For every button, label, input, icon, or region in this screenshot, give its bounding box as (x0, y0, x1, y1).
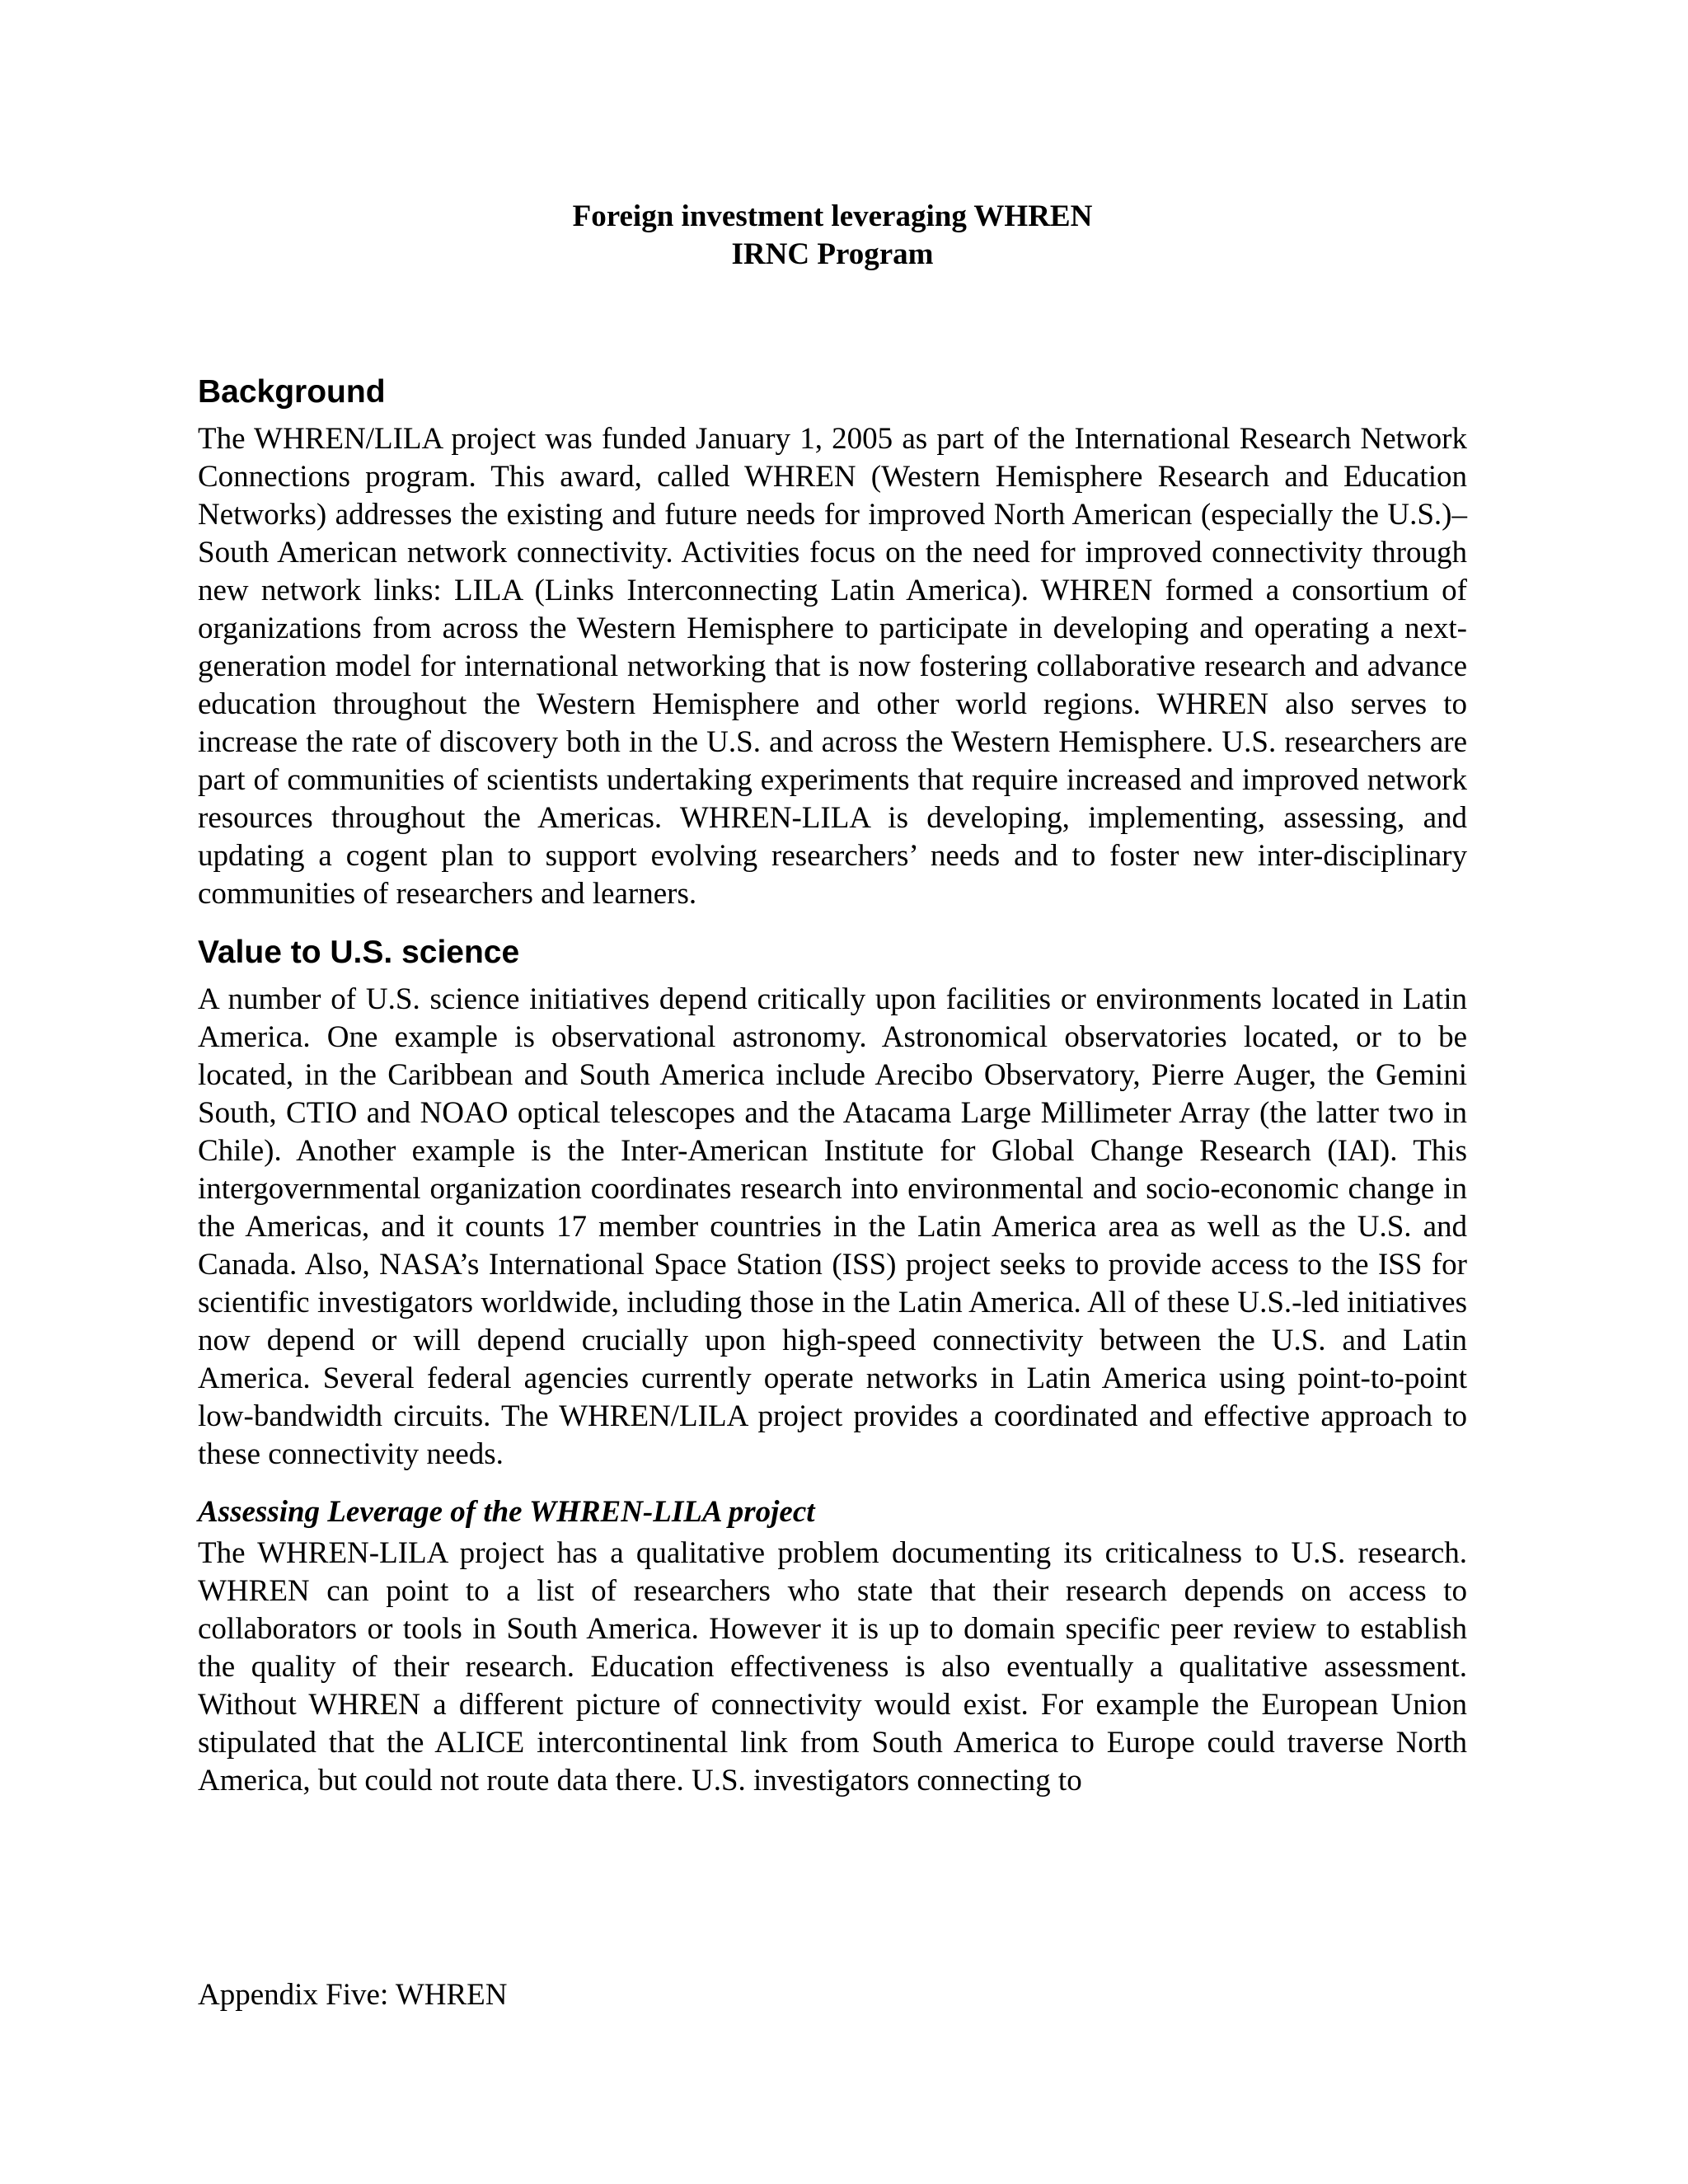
assessing-heading: Assessing Leverage of the WHREN-LILA project (198, 1495, 815, 1529)
document-title (198, 198, 1467, 274)
value-paragraph: A number of U.S. science initiatives depend critically upon facilities or environments located in Latin America. One example is observational astronomy. Astronomical observatories located, or to be located, in the Caribbean and South America include Arecibo Observatory, Pierre Auger, the Gemini South, CTIO and NOAO optical telescopes and the Atacama Large Millimeter Array (the latter two in Chile). Another example is the Inter-American Institute for Global Change Research (IAI). This intergovernmental organization coordinates research into environmental and socio-economic change in the Americas, and it counts 17 member countries in the Latin America area as well as the U.S. and Canada. Also, NASA’s International Space Station (ISS) project seeks to provide access to the ISS for scientific investigators worldwide, including those in the Latin America. All of these U.S.-led initiatives now depend or will depend crucially upon high-speed connectivity between the U.S. and Latin America. Several federal agencies currently operate networks in Latin America using point-to-point low-bandwidth circuits. The WHREN/LILA project provides a coordinated and effective approach to these connectivity needs. (198, 982, 1467, 1471)
assessing-paragraph: The WHREN-LILA project has a qualitative problem documenting its criticalness to U.S. research. WHREN can point to a list of researchers who state that their research depends on access to collaborators or tools in South America. However it is up to domain specific peer review to establish the quality of their research. Education effectiveness is also eventually a qualitative assessment. Without WHREN a different picture of connectivity would exist. For example the European Union stipulated that the ALICE intercontinental link from South America to Europe could traverse North America, but could not route data there. U.S. investigators connecting to (198, 1536, 1467, 1797)
page-footer: Appendix Five: WHREN (198, 1978, 508, 2012)
background-paragraph: The WHREN/LILA project was funded January 1, 2005 as part of the International Research Network Connections program. This award, called WHREN (Western Hemisphere Research and Education Networks) addresses the existing and future needs for improved North American (especially the U.S.)–South American network connectivity. Activities focus on the need for improved connectivity through new network links: LILA (Links Interconnecting Latin America). WHREN formed a consortium of organizations from across the Western Hemisphere to participate in developing and operating a next-generation model for international networking that is now fostering collaborative research and advance education throughout the Western Hemisphere and other world regions. WHREN also serves to increase the rate of discovery both in the U.S. and across the Western Hemisphere. U.S. researchers are part of communities of scientists undertaking experiments that require increased and improved network resources throughout the Americas. WHREN-LILA is developing, implementing, assessing, and updating a cogent plan to support evolving researchers’ needs and to foster new inter-disciplinary communities of researchers and learners. (198, 422, 1467, 911)
section-assessing-leverage (198, 1493, 1467, 1800)
document-body (198, 373, 1467, 1820)
section-background (198, 373, 1467, 913)
title-line-2: IRNC Program (731, 237, 934, 271)
title-line-1: Foreign investment leveraging WHREN (572, 199, 1093, 233)
background-heading: Background (198, 374, 386, 410)
section-value-to-us-science (198, 933, 1467, 1474)
value-heading: Value to U.S. science (198, 935, 520, 970)
